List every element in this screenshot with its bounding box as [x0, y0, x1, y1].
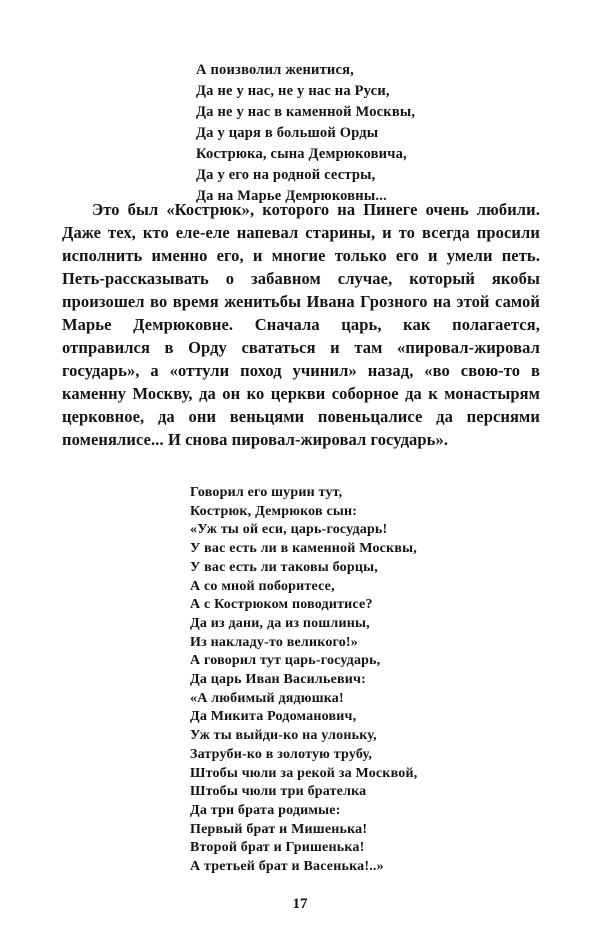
- verse-line: Уж ты выйди-ко на улоньку,: [190, 728, 377, 744]
- verse-line: А говорил тут царь-государь,: [190, 653, 381, 669]
- verse-line: Первый брат и Мишенька!: [190, 821, 368, 837]
- verse-line: У вас есть ли в каменной Москвы,: [190, 541, 417, 557]
- prose-paragraph: Это был «Кострюк», которого на Пинеге очень любили. Даже тех, кто еле-еле напевал старины, и то всегда просили исполнить именно его, и многие только его и умели петь. Петь-рассказывать о забавном случае, который якобы произошел во время женитьбы Ивана Грозного на этой самой Марье Демрюковне. Сначала царь, как полагается, отправился в Орду свататься и там «пировал-жировал государь», а «оттули поход учинил» назад, «во свою-то в каменну Москву, да он ко церкви соборное да к монастырям церковное, да они веньцями повеньцалисе да перснями поменялисе... И снова пировал-жировал государь».: [62, 200, 540, 449]
- verse-line: Говорил его шурин тут,: [190, 485, 343, 500]
- verse-line: А третьей брат и Васенька!..»: [190, 859, 384, 875]
- verse-line: Да на Марье Демрюковны...: [196, 188, 387, 204]
- verse-line: А с Кострюком поводитисе?: [190, 597, 373, 613]
- verse-line: Штобы чюли три брателка: [190, 784, 367, 800]
- verse-line: Из накладу-то великого!»: [190, 634, 358, 650]
- page-number: 17: [292, 896, 308, 912]
- verse-line: Да из дани, да из пошлины,: [190, 615, 370, 631]
- verse-line: Да не у нас, не у нас на Руси,: [196, 83, 390, 99]
- verse-line: А поизволил женитися,: [196, 62, 354, 78]
- verse-line: «Уж ты ой еси, царь-государь!: [190, 522, 388, 538]
- verse-line: Да у его на родной сестры,: [196, 167, 376, 183]
- verse-block-dialogue: [190, 484, 417, 877]
- verse-line: Затруби-ко в золотую трубу,: [190, 746, 373, 762]
- verse-line: У вас есть ли таковы борцы,: [190, 559, 378, 575]
- verse-line: Второй брат и Гришенька!: [190, 840, 365, 856]
- verse-line: «А любимый дядюшка!: [190, 690, 344, 706]
- verse-line: Да не у нас в каменной Москвы,: [196, 104, 416, 120]
- verse-line: А со мной поборитесе,: [190, 578, 335, 594]
- verse-line: Да Микита Родоманович,: [190, 709, 357, 725]
- verse-block-opening: [196, 60, 415, 207]
- verse-line: Кострюка, сына Демрюковича,: [196, 146, 407, 162]
- verse-line: Да у царя в большой Орды: [196, 125, 379, 141]
- verse-line: Кострюк, Демрюков сын:: [190, 503, 358, 519]
- verse-line: Штобы чюли за рекой за Москвой,: [190, 765, 418, 781]
- verse-line: Да три брата родимые:: [190, 802, 341, 818]
- verse-line: Да царь Иван Васильевич:: [190, 672, 366, 688]
